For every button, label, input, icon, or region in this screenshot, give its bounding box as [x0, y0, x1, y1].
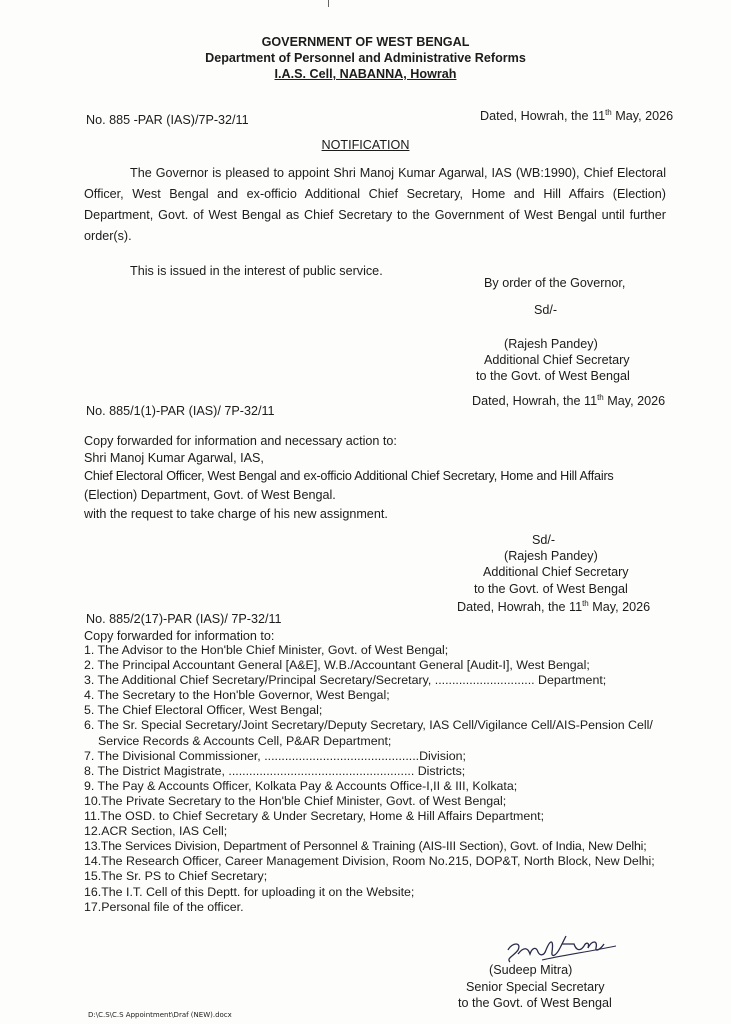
- list-item: 15.The Sr. PS to Chief Secretary;: [84, 869, 268, 884]
- list-item: 6. The Sr. Special Secretary/Joint Secretary/Deputy Secretary, IAS Cell/Vigilance Cell/AIS-Pension Cell/: [84, 718, 653, 733]
- header-government: GOVERNMENT OF WEST BENGAL: [261, 35, 470, 49]
- list-item: 8. The District Magistrate, ...................................................... Districts;: [84, 763, 466, 778]
- list-item: 1. The Advisor to the Hon'ble Chief Minister, Govt. of West Bengal;: [84, 643, 449, 657]
- signatory-title-1: Additional Chief Secretary: [484, 353, 630, 367]
- memo-number-2: No. 885/1(1)-PAR (IAS)/ 7P-32/11: [86, 404, 275, 418]
- header-cell: I.A.S. Cell, NABANNA, Howrah: [274, 67, 457, 81]
- list-item: 7. The Divisional Commissioner, .............................................Division;: [84, 748, 466, 763]
- list-item: 17.Personal file of the officer.: [84, 899, 244, 914]
- signatory-org-3: to the Govt. of West Bengal: [458, 996, 612, 1010]
- notification-body: The Governor is pleased to appoint Shri Manoj Kumar Agarwal, IAS (WB:1990), Chief Electoral Officer, West Bengal and ex-officio Additional Chief Secretary, Home and Hill Affairs (Election) Department, Govt. of West Bengal as Chief Secretary to the Government of West Bengal until further order(s).: [84, 166, 666, 243]
- list-item: 16.The I.T. Cell of this Deptt. for uploading it on the Website;: [84, 884, 415, 899]
- memo-date-2: Dated, Howrah, the 11th May, 2026: [472, 392, 666, 408]
- addressee-desc-2: (Election) Department, Govt. of West Bengal.: [84, 488, 336, 502]
- assignment-request: with the request to take charge of his new assignment.: [84, 507, 388, 521]
- list-item: 14.The Research Officer, Career Management Division, Room No.215, DOP&T, North Block, New Delhi;: [84, 854, 655, 869]
- recipient-list: [84, 643, 694, 915]
- list-item: 4. The Secretary to the Hon'ble Governor, West Bengal;: [84, 688, 390, 703]
- addressee-desc-1: Chief Electoral Officer, West Bengal and ex-officio Additional Chief Secretary, Home and Hill Affairs: [84, 469, 614, 483]
- list-item: 11.The OSD. to Chief Secretary & Under Secretary, Home & Hill Affairs Department;: [84, 809, 545, 824]
- file-path-footer: D:\C.S\C.S Appointment\Draf (NEW).docx: [88, 1011, 232, 1019]
- public-service-line: This is issued in the interest of public service.: [130, 264, 383, 278]
- memo-number-3: No. 885/2(17)-PAR (IAS)/ 7P-32/11: [86, 612, 282, 626]
- signatory-org-1: to the Govt. of West Bengal: [476, 369, 630, 383]
- list-item: 12.ACR Section, IAS Cell;: [84, 824, 228, 839]
- list-item: Service Records & Accounts Cell, P&AR Department;: [98, 733, 392, 748]
- copy-intro-2: Copy forwarded for information and necessary action to:: [84, 434, 397, 448]
- scan-mark: [328, 0, 329, 7]
- notification-heading: NOTIFICATION: [321, 138, 410, 152]
- sd-mark-1: Sd/-: [534, 303, 558, 317]
- memo-number-1: No. 885 -PAR (IAS)/7P-32/11: [86, 113, 249, 127]
- header-department: Department of Personnel and Administrative Reforms: [205, 51, 526, 65]
- list-item: 10.The Private Secretary to the Hon'ble Chief Minister, Govt. of West Bengal;: [84, 793, 507, 808]
- signatory-name-1: (Rajesh Pandey): [504, 337, 598, 351]
- by-order-line: By order of the Governor,: [484, 276, 626, 290]
- sd-mark-2: Sd/-: [532, 533, 556, 547]
- signatory-title-2: Additional Chief Secretary: [483, 565, 629, 579]
- memo-date-1: Dated, Howrah, the 11th May, 2026: [480, 107, 674, 123]
- copy-intro-3: Copy forwarded for information to:: [84, 629, 275, 643]
- signatory-org-2: to the Govt. of West Bengal: [474, 582, 628, 596]
- list-item: 2. The Principal Accountant General [A&E], W.B./Accountant General [Audit-I], West Bengal;: [84, 658, 590, 673]
- signatory-title-3: Senior Special Secretary: [466, 980, 605, 994]
- list-item: 5. The Chief Electoral Officer, West Bengal;: [84, 703, 323, 718]
- list-item: 9. The Pay & Accounts Officer, Kolkata Pay & Accounts Office-I,II & III, Kolkata;: [84, 778, 518, 793]
- signatory-name-2: (Rajesh Pandey): [504, 549, 598, 563]
- list-item: 13.The Services Division, Department of Personnel & Training (AIS-III Section), Govt. of India, New Delhi;: [84, 839, 647, 854]
- addressee-name: Shri Manoj Kumar Agarwal, IAS,: [84, 451, 264, 465]
- list-item: 3. The Additional Chief Secretary/Principal Secretary/Secretary, ............................. Department;: [84, 673, 607, 688]
- memo-date-3: Dated, Howrah, the 11th May, 2026: [457, 598, 651, 614]
- signatory-name-3: (Sudeep Mitra): [489, 963, 573, 977]
